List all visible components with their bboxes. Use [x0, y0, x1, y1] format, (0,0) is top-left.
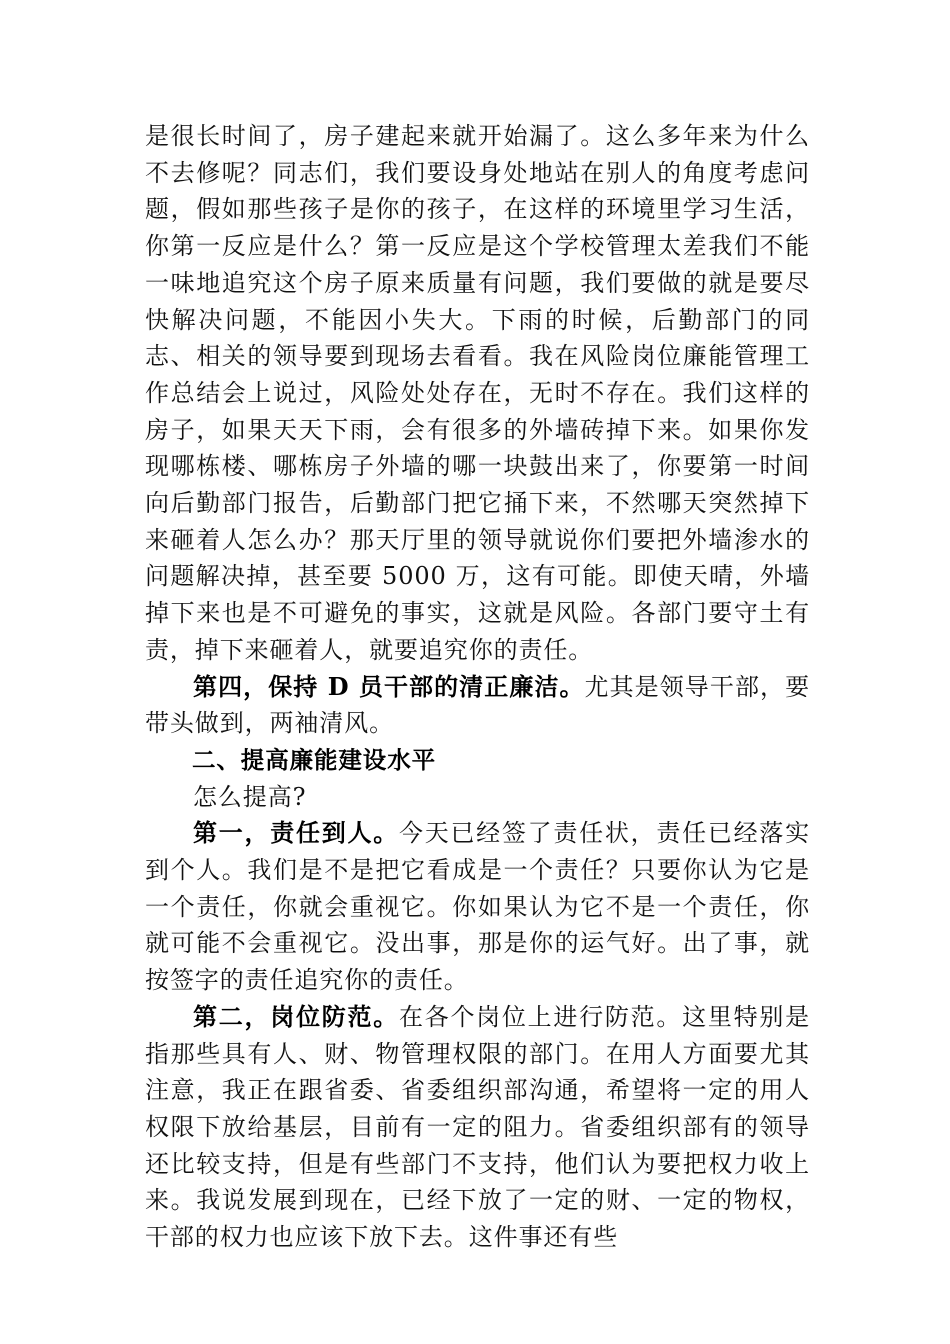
point-four-text: 尤其是领导干部，要带头做到，两袖清风。 — [145, 672, 810, 738]
paragraph-risk-management — [145, 118, 810, 669]
question-text: 怎么提高? — [193, 782, 307, 811]
responsibility-lead: 第一，责任到人。 — [193, 818, 399, 848]
document-body — [145, 118, 810, 1256]
paragraph-post-prevention — [145, 999, 810, 1256]
section-heading-two: 二、提高廉能建设水平 — [192, 745, 436, 774]
post-prevention-lead: 第二，岗位防范。 — [193, 1001, 399, 1031]
responsibility-text: 今天已经签了责任状，责任已经落实到个人。我们是不是把它看成是一个责任？只要你认为它是一个责任，你就会重视它。你如果认为它不是一个责任，你就可能不会重视它。没出事，那是你的运气好。出了事，就按签字的责任追究你的责任。 — [145, 819, 810, 995]
paragraph-responsibility — [145, 815, 810, 999]
point-four-lead: 第四，保持 D 员干部的清正廉洁。 — [193, 671, 585, 701]
paragraph-text: 是很长时间了，房子建起来就开始漏了。这么多年来为什么不去修呢？同志们，我们要设身处地站在别人的角度考虑问题，假如那些孩子是你的孩子，在这样的环境里学习生活，你第一反应是什么？第一反应是这个学校管理太差我们不能一味地追究这个房子原来质量有问题，我们要做的就是要尽快解决问题，不能因小失大。下雨的时候，后勤部门的同志、相关的领导要到现场去看看。我在风险岗位廉能管理工作总结会上说过，风险处处存在，无时不存在。我们这样的房子，如果天天下雨，会有很多的外墙砖掉下来。如果你发现哪栋楼、哪栋房子外墙的哪一块鼓出来了，你要第一时间向后勤部门报告，后勤部门把它捅下来，不然哪天突然掉下来砸着人怎么办？那天厅里的领导就说你们要把外墙渗水的问题解决掉，甚至要 5000 万，这有可能。即使天晴，外墙掉下来也是不可避免的事实，这就是风险。各部门要守土有责，掉下来砸着人，就要追究你的责任。 — [145, 122, 810, 664]
paragraph-point-four — [145, 669, 810, 742]
post-prevention-text: 在各个岗位上进行防范。这里特别是指那些具有人、财、物管理权限的部门。在用人方面要尤其注意，我正在跟省委、省委组织部沟通，希望将一定的用人权限下放给基层，目前有一定的阻力。省委组织部有的领导还比较支持，但是有些部门不支持，他们认为要把权力收上来。我说发展到现在，已经下放了一定的财、一定的物权，干部的权力也应该下放下去。这件事还有些 — [145, 1002, 810, 1252]
paragraph-question — [145, 779, 810, 816]
